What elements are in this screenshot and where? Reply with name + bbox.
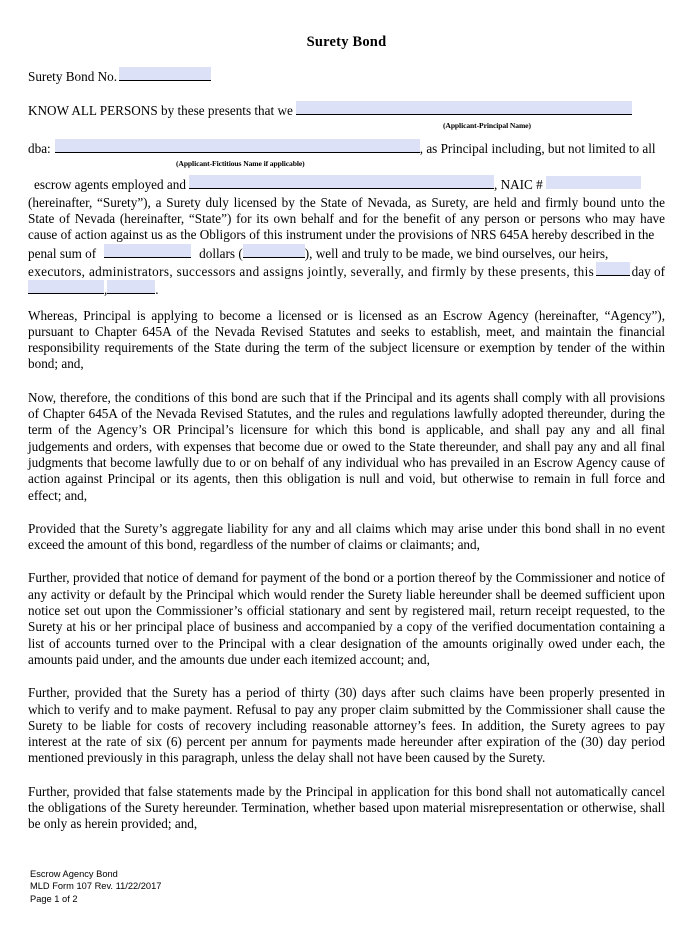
paragraph-whereas: Whereas, Principal is applying to become a licensed or is licensed as an Escrow Agency (hereinafter, “Agency”), pursuant to Chapter 645A of the Nevada Revised Statutes and seeks to establish, meet, and maintain the financial responsibility requirements of the State during the term of the subject licensure or exemption by tender of the within bond; and, bbox=[28, 307, 665, 372]
day-of-label: day of bbox=[631, 263, 665, 279]
paragraph-aggregate-liability: Provided that the Surety’s aggregate liability for any and all claims which may arise under this bond shall in no event exceed the amount of this bond, regardless of the number of claims or claimants; and, bbox=[28, 520, 665, 553]
surety-bond-number-row bbox=[28, 67, 665, 85]
month-year-period: . bbox=[155, 282, 159, 298]
month-year-comma: , bbox=[104, 282, 108, 298]
paragraph-false-statements: Further, provided that false statements made by the Principal in application for this bond shall not automatically cancel the obligations of the Surety hereunder. Termination, whether based upon material misrepresentation or otherwise, shall be only as herein provided; and, bbox=[28, 783, 665, 832]
penal-sum-prefix: penal sum of bbox=[28, 245, 97, 261]
paragraph-now-therefore: Now, therefore, the conditions of this bond are such that if the Principal and its agents shall comply with all provisions of Chapter 645A of the Nevada Revised Statutes, and the rules and regulations lawfully adopted thereunder, during the term of the Agency’s OR Principal’s licensure for which this bond is applicable, and shall pay any and all final judgements and orders, with expenses that become due or owed to the State thereunder, and shall pay any and all final judgments that become lawfully due to or on behalf of any individual who has prevailed in an Escrow Agency cause of action against Principal or its agents, then this obligation is null and void, but otherwise to remain in full force and effect; and, bbox=[28, 389, 665, 503]
penal-sum-row bbox=[28, 244, 665, 262]
applicant-fictitious-caption: (Applicant-Fictitious Name if applicable) bbox=[176, 158, 305, 168]
dba-tail-text: , as Principal including, but not limited to all bbox=[419, 141, 656, 157]
naic-label: , NAIC # bbox=[493, 177, 543, 193]
naic-number-field[interactable] bbox=[546, 176, 641, 189]
paragraph-thirty-days: Further, provided that the Surety has a period of thirty (30) days after such claims have been properly presented in which to verify and to make payment. Refusal to pay any proper claim submitted by the Commissioner shall cause the Surety to be liable for costs of recovery including reasonable attorney’s fees. In addition, the Surety agrees to pay interest at the rate of six (6) percent per annum for payments made hereunder after expiration of the (30) day period mentioned previously in this paragraph, unless the delay shall not have been caused by the Surety. bbox=[28, 685, 665, 766]
footer-page-number: Page 1 of 2 bbox=[30, 893, 78, 904]
page-title: Surety Bond bbox=[306, 34, 387, 50]
dba-label: dba: bbox=[28, 141, 51, 157]
executors-row bbox=[28, 262, 665, 280]
paragraph-notice-of-demand: Further, provided that notice of demand for payment of the bond or a portion thereof by the Commissioner and notice of any activity or default by the Principal which would render the Surety liable hereunder shall be deemed sufficient upon notice set out upon the Commissioner’s official stationary and sent by registered mail, return receipt requested, to the Surety at his or her principal place of business and accompanied by a copy of the verified documentation containing a list of accounts turned over to the Principal with a clear designation of the amounts originally owed under each, the amounts paid under, and the amounts due under each itemized account; and, bbox=[28, 570, 665, 667]
dba-fictitious-name-field[interactable] bbox=[55, 139, 420, 153]
know-all-persons-row bbox=[28, 101, 665, 119]
month-year-row bbox=[28, 280, 665, 298]
surety-name-naic-row bbox=[28, 175, 665, 193]
surety-bond-no-field[interactable] bbox=[119, 67, 211, 81]
page-footer bbox=[30, 868, 161, 905]
surety-bond-no-label: Surety Bond No. bbox=[28, 69, 118, 84]
surety-name-field[interactable] bbox=[189, 175, 494, 189]
penal-sum-dollars-label: dollars ( bbox=[199, 245, 243, 261]
footer-form-name: Escrow Agency Bond bbox=[30, 869, 118, 880]
penal-sum-words-field[interactable] bbox=[104, 244, 191, 258]
month-field[interactable] bbox=[28, 280, 104, 294]
applicant-principal-caption: (Applicant-Principal Name) bbox=[443, 120, 531, 130]
escrow-agents-label: escrow agents employed and bbox=[34, 177, 186, 193]
penal-sum-after-paren: ), well and truly to be made, we bind ourselves, our heirs, bbox=[304, 245, 609, 261]
executors-text: executors, administrators, successors and assigns jointly, severally, and firmly by these presents, this bbox=[28, 263, 595, 279]
day-field[interactable] bbox=[596, 262, 630, 276]
applicant-principal-name-field[interactable] bbox=[296, 101, 632, 115]
year-field[interactable] bbox=[107, 280, 155, 294]
penal-sum-figures-field[interactable] bbox=[243, 244, 305, 258]
paragraph-hereinafter-surety: (hereinafter, “Surety”), a Surety duly licensed by the State of Nevada, as Surety, are held and firmly bound unto the State of Nevada (hereinafter, “State”) for its own behalf and for the benefit of any person or persons who may have cause of action against us as the Obligors of this instrument under the provisions of NRS 645A hereby described in the bbox=[28, 194, 665, 243]
footer-form-revision: MLD Form 107 Rev. 11/22/2017 bbox=[30, 881, 162, 892]
know-all-persons-label: KNOW ALL PERSONS by these presents that we bbox=[28, 103, 293, 119]
dba-row bbox=[28, 139, 665, 157]
